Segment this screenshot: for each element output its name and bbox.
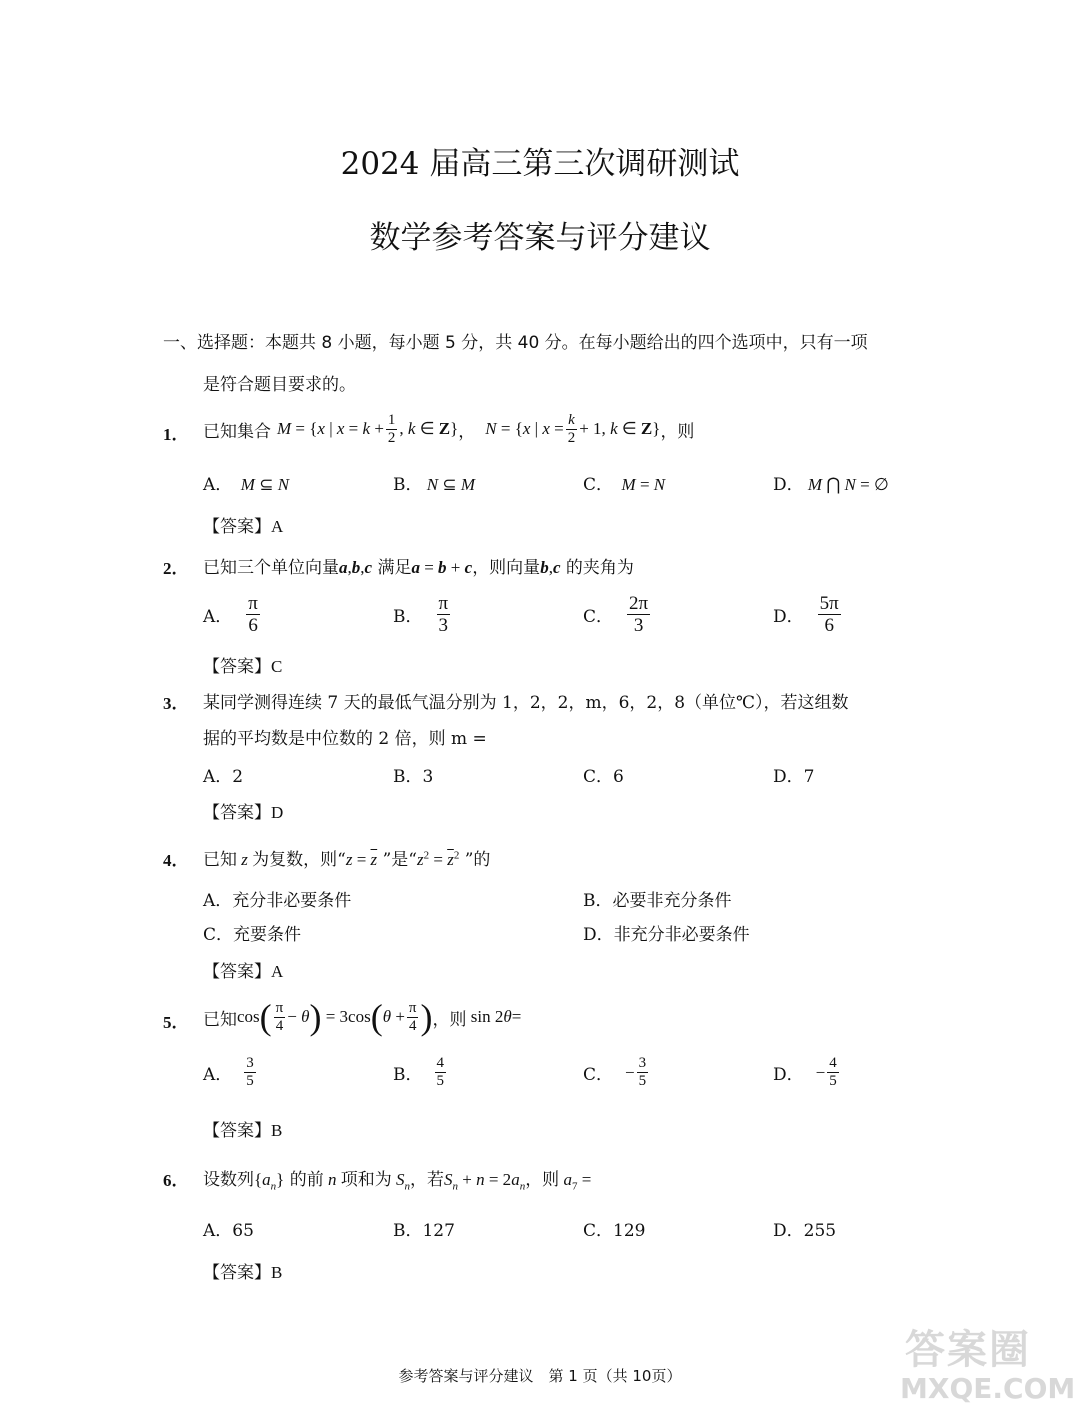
watermark-logo: 答案圈 xyxy=(905,1327,1031,1373)
option-d: D．255 xyxy=(773,1221,837,1241)
option-c: C． M = N xyxy=(583,475,666,495)
option-a: A． $\frac{3}{5}$ xyxy=(203,1055,254,1089)
option-b: B．3 xyxy=(393,767,434,787)
option-d: D． $\frac{5\pi}{6}$ xyxy=(773,593,839,636)
option-b: B．127 xyxy=(393,1221,455,1241)
option-a: A．65 xyxy=(203,1221,254,1241)
question-stem: 设数列$\{a_n\}$ 的前 n 项和为 $S_n$，若$S_n + n = 2a_n$，则 $a_7$ = xyxy=(203,1170,592,1193)
question-number: 5． xyxy=(163,1013,189,1032)
question-stem: 某同学测得连续 7 天的最低气温分别为 1，2，2，m，6，2，8（单位℃），若这组数 xyxy=(203,693,849,713)
question-number: 6． xyxy=(163,1171,189,1190)
page-footer: 参考答案与评分建议 第 1 页（共 10页） xyxy=(398,1367,682,1385)
answer: 【答案】D xyxy=(203,803,284,823)
option-a: A． $\frac{\pi}{6}$ xyxy=(203,593,258,636)
watermark-url: MXQE.COM xyxy=(900,1372,1076,1405)
option-a: A．2 xyxy=(203,767,244,787)
option-c: C．6 xyxy=(583,767,624,787)
stem-text: ，则 xyxy=(660,421,695,442)
question-stem: 已知 z 为复数，则“$z = \overline{z}$ ”是“$z^2 = \overline{z}^2$ ”的 xyxy=(203,849,491,870)
option-a: A． M ⊆ N xyxy=(203,475,290,495)
section-heading-cont: 是符合题目要求的。 xyxy=(203,375,356,395)
option-c: C． $\frac{2\pi}{3}$ xyxy=(583,593,649,636)
option-b: B． N ⊆ M xyxy=(393,475,476,495)
option-a: A．充分非必要条件 xyxy=(203,891,352,911)
section-heading: 一、选择题：本题共 8 小题，每小题 5 分，共 40 分。在每小题给出的四个选项中，只有一项 xyxy=(163,333,868,353)
question-stem: 已知 cos ( $\frac{\pi}{4}$ − θ ) = 3cos ( θ + $\frac{\pi}{4}$ ) ，则 sin 2 θ = xyxy=(203,997,522,1037)
question-number: 1． xyxy=(163,425,189,444)
stem-text: 已知集合 xyxy=(203,421,271,442)
page-title: 2024 届高三第三次调研测试 xyxy=(340,146,740,182)
option-d: D．非充分非必要条件 xyxy=(583,925,750,945)
question-number: 4． xyxy=(163,851,189,870)
option-b: B． $\frac{\pi}{3}$ xyxy=(393,593,449,636)
question-stem-cont: 据的平均数是中位数的 2 倍，则 m = xyxy=(203,729,487,749)
question-number: 3． xyxy=(163,694,189,713)
answer: 【答案】B xyxy=(203,1263,283,1283)
question-stem: 已知集合 M = { x | x = k + $\frac{1}{2}$ , k ∈ Z } ， N = { x | x = $\frac{k}{2}$ + 1, k ∈ Z } ，则 xyxy=(203,411,695,446)
option-c: C．充要条件 xyxy=(203,925,302,945)
answer: 【答案】A xyxy=(203,517,284,537)
option-d: D． M ⋂ N = ∅ xyxy=(773,475,889,495)
question-number: 2． xyxy=(163,559,189,578)
page-subtitle: 数学参考答案与评分建议 xyxy=(369,220,711,256)
fraction: $\frac{1}{2}$ xyxy=(387,411,396,446)
answer: 【答案】A xyxy=(203,962,284,982)
option-d: D． − $\frac{4}{5}$ xyxy=(773,1055,837,1089)
option-b: B． $\frac{4}{5}$ xyxy=(393,1055,444,1089)
fraction: $\frac{k}{2}$ xyxy=(567,411,576,446)
question-stem: 已知三个单位向量a,b,c 满足a = b + c，则向量b,c 的夹角为 xyxy=(203,558,634,578)
answer: 【答案】B xyxy=(203,1121,283,1141)
option-c: C． − $\frac{3}{5}$ xyxy=(583,1055,647,1089)
option-d: D．7 xyxy=(773,767,815,787)
option-c: C．129 xyxy=(583,1221,646,1241)
stem-text: ， xyxy=(458,421,476,442)
answer: 【答案】C xyxy=(203,657,283,677)
option-b: B．必要非充分条件 xyxy=(583,891,732,911)
